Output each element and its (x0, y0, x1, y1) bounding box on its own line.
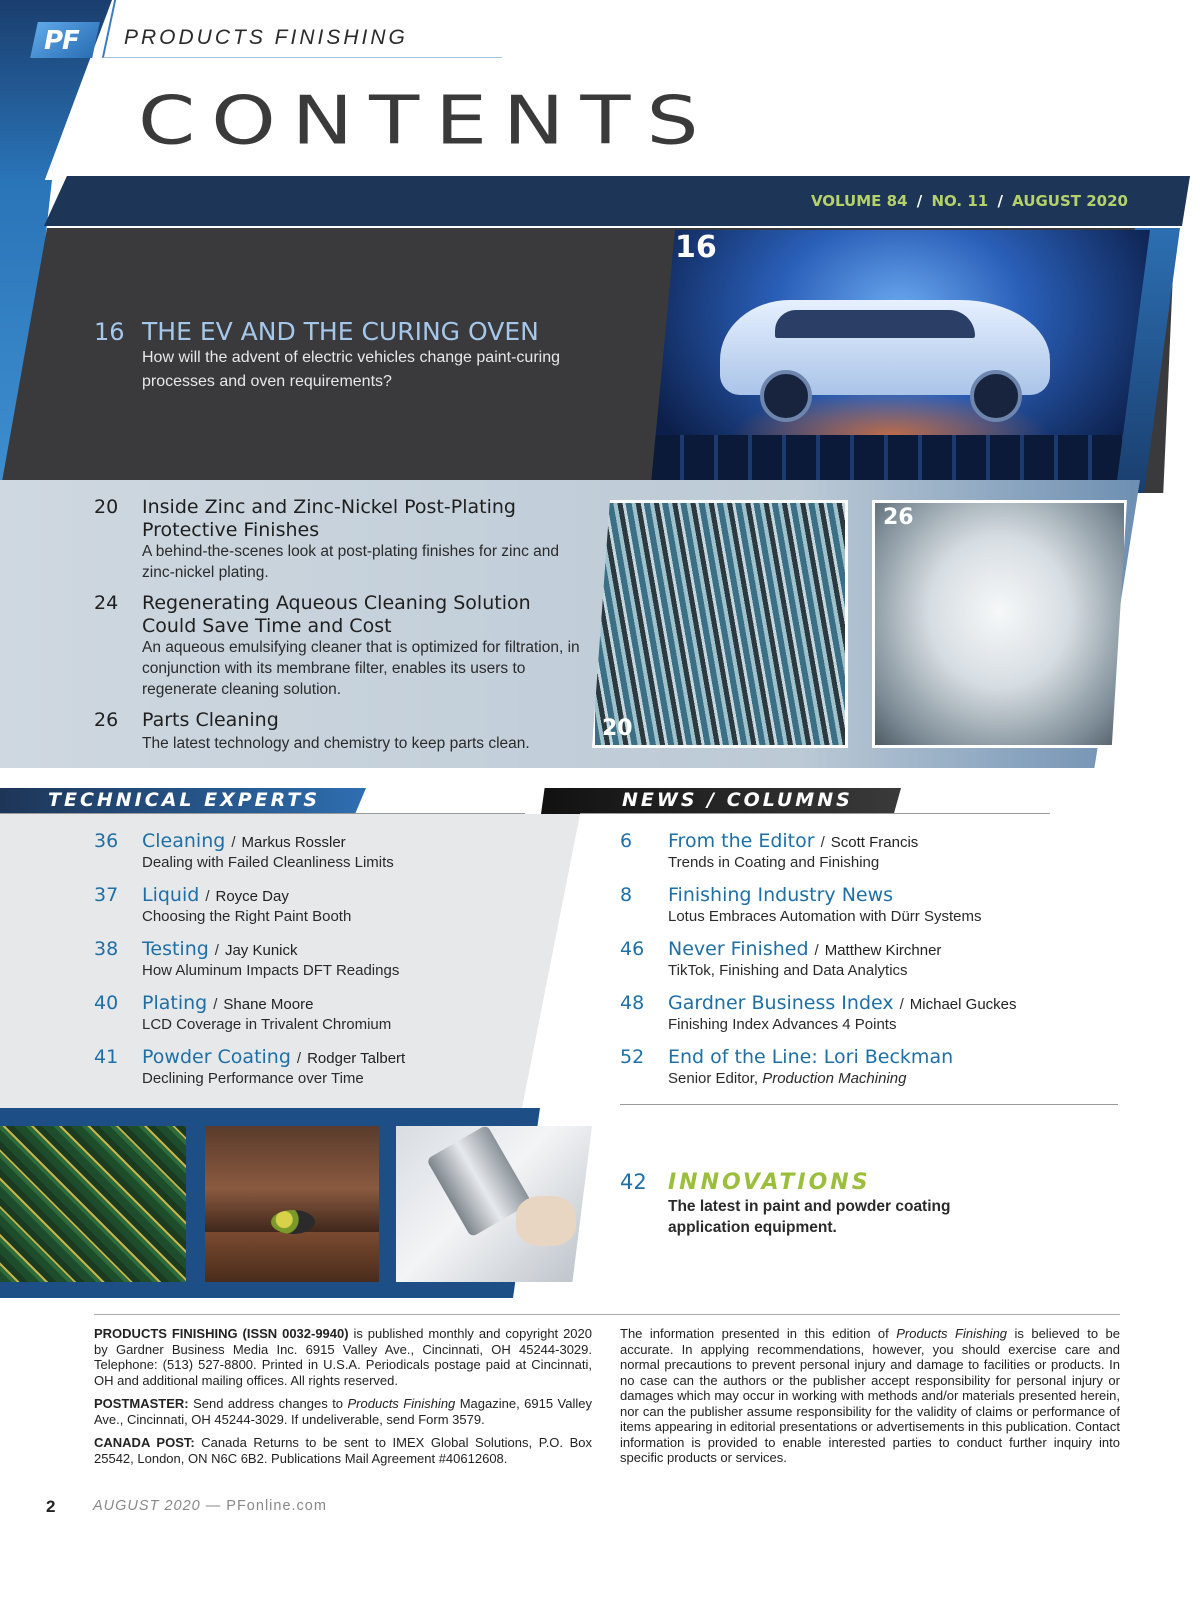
column-author: Michael Guckes (909, 996, 1017, 1013)
article-image-plating-racks (592, 500, 848, 748)
slash-separator: / (205, 888, 210, 905)
interior-room-image (205, 1126, 379, 1282)
article-description: A behind-the-scenes look at post-plating finishes for zinc and zinc-nickel plating. (142, 543, 560, 581)
column-subtitle-italic: Production Machining (762, 1070, 907, 1087)
expert-author: Royce Day (215, 888, 289, 905)
footer-site-link[interactable]: PFonline.com (226, 1498, 327, 1514)
disclaimer-magazine: Products Finishing (896, 1326, 1008, 1341)
divider (620, 1104, 1118, 1105)
innovations-description: The latest in paint and powder coating application equipment. (668, 1198, 951, 1236)
article-number: 24 (94, 592, 119, 614)
publication-paragraph (94, 1326, 592, 1388)
expert-topic[interactable]: Powder Coating (142, 1046, 291, 1068)
article-number: 20 (94, 496, 119, 518)
innovations-title[interactable]: INNOVATIONS (668, 1170, 871, 1195)
canada-label: CANADA POST: (94, 1435, 195, 1450)
divider (94, 1314, 1120, 1315)
column-subtitle: TikTok, Finishing and Data Analytics (668, 962, 908, 979)
column-number: 46 (620, 938, 645, 960)
column-number: 52 (620, 1046, 645, 1068)
article-description: An aqueous emulsifying cleaner that is optimized for filtration, in conjunction with its membrane filter, enables its users to regenerate cleaning solution. (142, 639, 580, 698)
fruit-bowl-icon (271, 1210, 315, 1234)
column-topic[interactable]: End of the Line: Lori Beckman (668, 1046, 954, 1068)
slash-separator: / (214, 942, 219, 959)
expert-subtitle: How Aluminum Impacts DFT Readings (142, 962, 400, 979)
slash-separator: / (814, 942, 819, 959)
slash-separator: / (899, 996, 904, 1013)
feature-description: How will the advent of electric vehicles change paint-curing processes and oven requirements? (142, 349, 560, 390)
news-columns-heading: NEWS / COLUMNS (622, 789, 853, 811)
expert-number: 40 (94, 992, 119, 1014)
expert-subtitle: LCD Coverage in Trivalent Chromium (142, 1016, 392, 1033)
logo-text: PF (44, 26, 79, 56)
column-subtitle-text: Senior Editor, (668, 1070, 763, 1087)
column-subtitle: Lotus Embraces Automation with Dürr Systems (668, 908, 982, 925)
column-topic[interactable]: Gardner Business Index (668, 992, 894, 1014)
footer-dash: — (200, 1498, 227, 1514)
canada-paragraph (94, 1435, 592, 1466)
article-title[interactable]: Regenerating Aqueous Cleaning Solution Could Save Time and Cost (142, 592, 531, 637)
issue-info (811, 192, 1128, 210)
feature-image-ev-oven (650, 230, 1150, 495)
divider (0, 813, 525, 814)
disclaimer-text-1: The information presented in this edition of (620, 1326, 897, 1341)
issue-volume: VOLUME 84 (810, 192, 908, 210)
column-author: Scott Francis (830, 834, 919, 851)
footer-date: AUGUST 2020 (93, 1498, 201, 1514)
postmaster-paragraph (94, 1396, 592, 1427)
column-number: 6 (620, 830, 633, 852)
brand-name: PRODUCTS FINISHING (124, 26, 408, 49)
expert-topic[interactable]: Plating (142, 992, 208, 1014)
feature-title[interactable]: THE EV AND THE CURING OVEN (142, 317, 539, 346)
expert-subtitle: Declining Performance over Time (142, 1070, 364, 1087)
article-image-number: 20 (602, 716, 633, 741)
article-title[interactable]: Inside Zinc and Zinc-Nickel Post-Plating Protective Finishes (142, 496, 516, 541)
slash-separator: / (213, 996, 218, 1013)
expert-number: 36 (94, 830, 119, 852)
tech-experts-heading: TECHNICAL EXPERTS (48, 789, 321, 811)
column-number: 48 (620, 992, 645, 1014)
coating-cup-image (396, 1126, 592, 1282)
expert-author: Rodger Talbert (307, 1050, 406, 1067)
feature-image-number: 16 (675, 230, 717, 265)
expert-number: 38 (94, 938, 119, 960)
expert-author: Markus Rossler (241, 834, 346, 851)
publication-label: PRODUCTS FINISHING (ISSN 0032-9940) (94, 1326, 349, 1341)
gloved-hand-icon (516, 1196, 576, 1246)
expert-number: 37 (94, 884, 119, 906)
expert-author: Shane Moore (223, 996, 314, 1013)
disclaimer (620, 1326, 1120, 1466)
article-number: 26 (94, 709, 119, 731)
issue-separator: / (992, 192, 1009, 210)
expert-author: Jay Kunick (224, 942, 298, 959)
issue-date: AUGUST 2020 (1012, 192, 1128, 210)
slash-separator: / (296, 1050, 302, 1067)
innovations-number: 42 (620, 1170, 647, 1194)
feature-number: 16 (94, 318, 125, 346)
article-image-parts-washer (872, 500, 1127, 748)
column-topic[interactable]: From the Editor (668, 830, 815, 852)
issue-separator: / (911, 192, 928, 210)
issue-number: NO. 11 (931, 192, 989, 210)
column-subtitle: Trends in Coating and Finishing (668, 854, 880, 871)
column-topic[interactable]: Never Finished (668, 938, 809, 960)
expert-topic[interactable]: Testing (142, 938, 209, 960)
disclaimer-text-2: is believed to be accurate. In applying recommendations, however, you should exercise care and normal precautions to prevent personal injury and damage to facilities or products. In no case can the authors or the publisher accept responsibility for personal injury or damages which may occur in working with methods and/or materials presented herein, nor can the publisher assume responsibility for the validity of claims or performance of items appearing in editorial presentations or advertisements in this publication. Contact information is provided to enable interested parties to conduct further inquiry into specific products or services. (620, 1326, 1120, 1465)
publication-info (94, 1326, 592, 1474)
postmaster-text: Send address changes to (188, 1396, 348, 1411)
page-title: CONTENTS (138, 82, 715, 160)
column-number: 8 (620, 884, 633, 906)
article-description: The latest technology and chemistry to keep parts clean. (142, 735, 530, 752)
expert-topic[interactable]: Cleaning (142, 830, 226, 852)
publication-text: is published monthly and copyright 2020 by Gardner Business Media Inc. 6915 Valley Ave., Cincinnati, OH 45244-3029. Telephone: (513) 527-8800. Printed in U.S.A. Periodicals postage paid at Cincinnati, OH and additional mailing offices. All rights reserved. (94, 1326, 592, 1388)
expert-subtitle: Dealing with Failed Cleanliness Limits (142, 854, 394, 871)
expert-subtitle: Choosing the Right Paint Booth (142, 908, 352, 925)
column-subtitle: Finishing Index Advances 4 Points (668, 1016, 897, 1033)
postmaster-magazine: Products Finishing (347, 1396, 456, 1411)
article-title[interactable]: Parts Cleaning (142, 709, 279, 731)
page-footer (93, 1498, 327, 1514)
page-number: 2 (46, 1497, 56, 1516)
expert-number: 41 (94, 1046, 119, 1068)
circuit-board-image (0, 1126, 186, 1282)
canada-text: Canada Returns to be sent to IMEX Global Solutions, P.O. Box 25542, London, ON N6C 6B2. Publications Mail Agreement #40612608. (94, 1435, 593, 1466)
column-subtitle (668, 1070, 906, 1087)
wood-table (205, 1232, 379, 1282)
article-image-number: 26 (883, 505, 914, 530)
postmaster-text-2: Magazine, 6915 Valley Ave., Cincinnati, OH 45244-3029. If undeliverable, send Form 3579. (94, 1396, 592, 1427)
divider (580, 813, 1050, 814)
wheel-icon (760, 370, 812, 422)
postmaster-label: POSTMASTER: (94, 1396, 189, 1411)
column-author: Matthew Kirchner (824, 942, 942, 959)
slash-separator: / (820, 834, 825, 851)
slash-separator: / (231, 834, 236, 851)
expert-topic[interactable]: Liquid (142, 884, 200, 906)
car-window (775, 310, 975, 338)
column-topic[interactable]: Finishing Industry News (668, 884, 894, 906)
wheel-icon (970, 370, 1022, 422)
